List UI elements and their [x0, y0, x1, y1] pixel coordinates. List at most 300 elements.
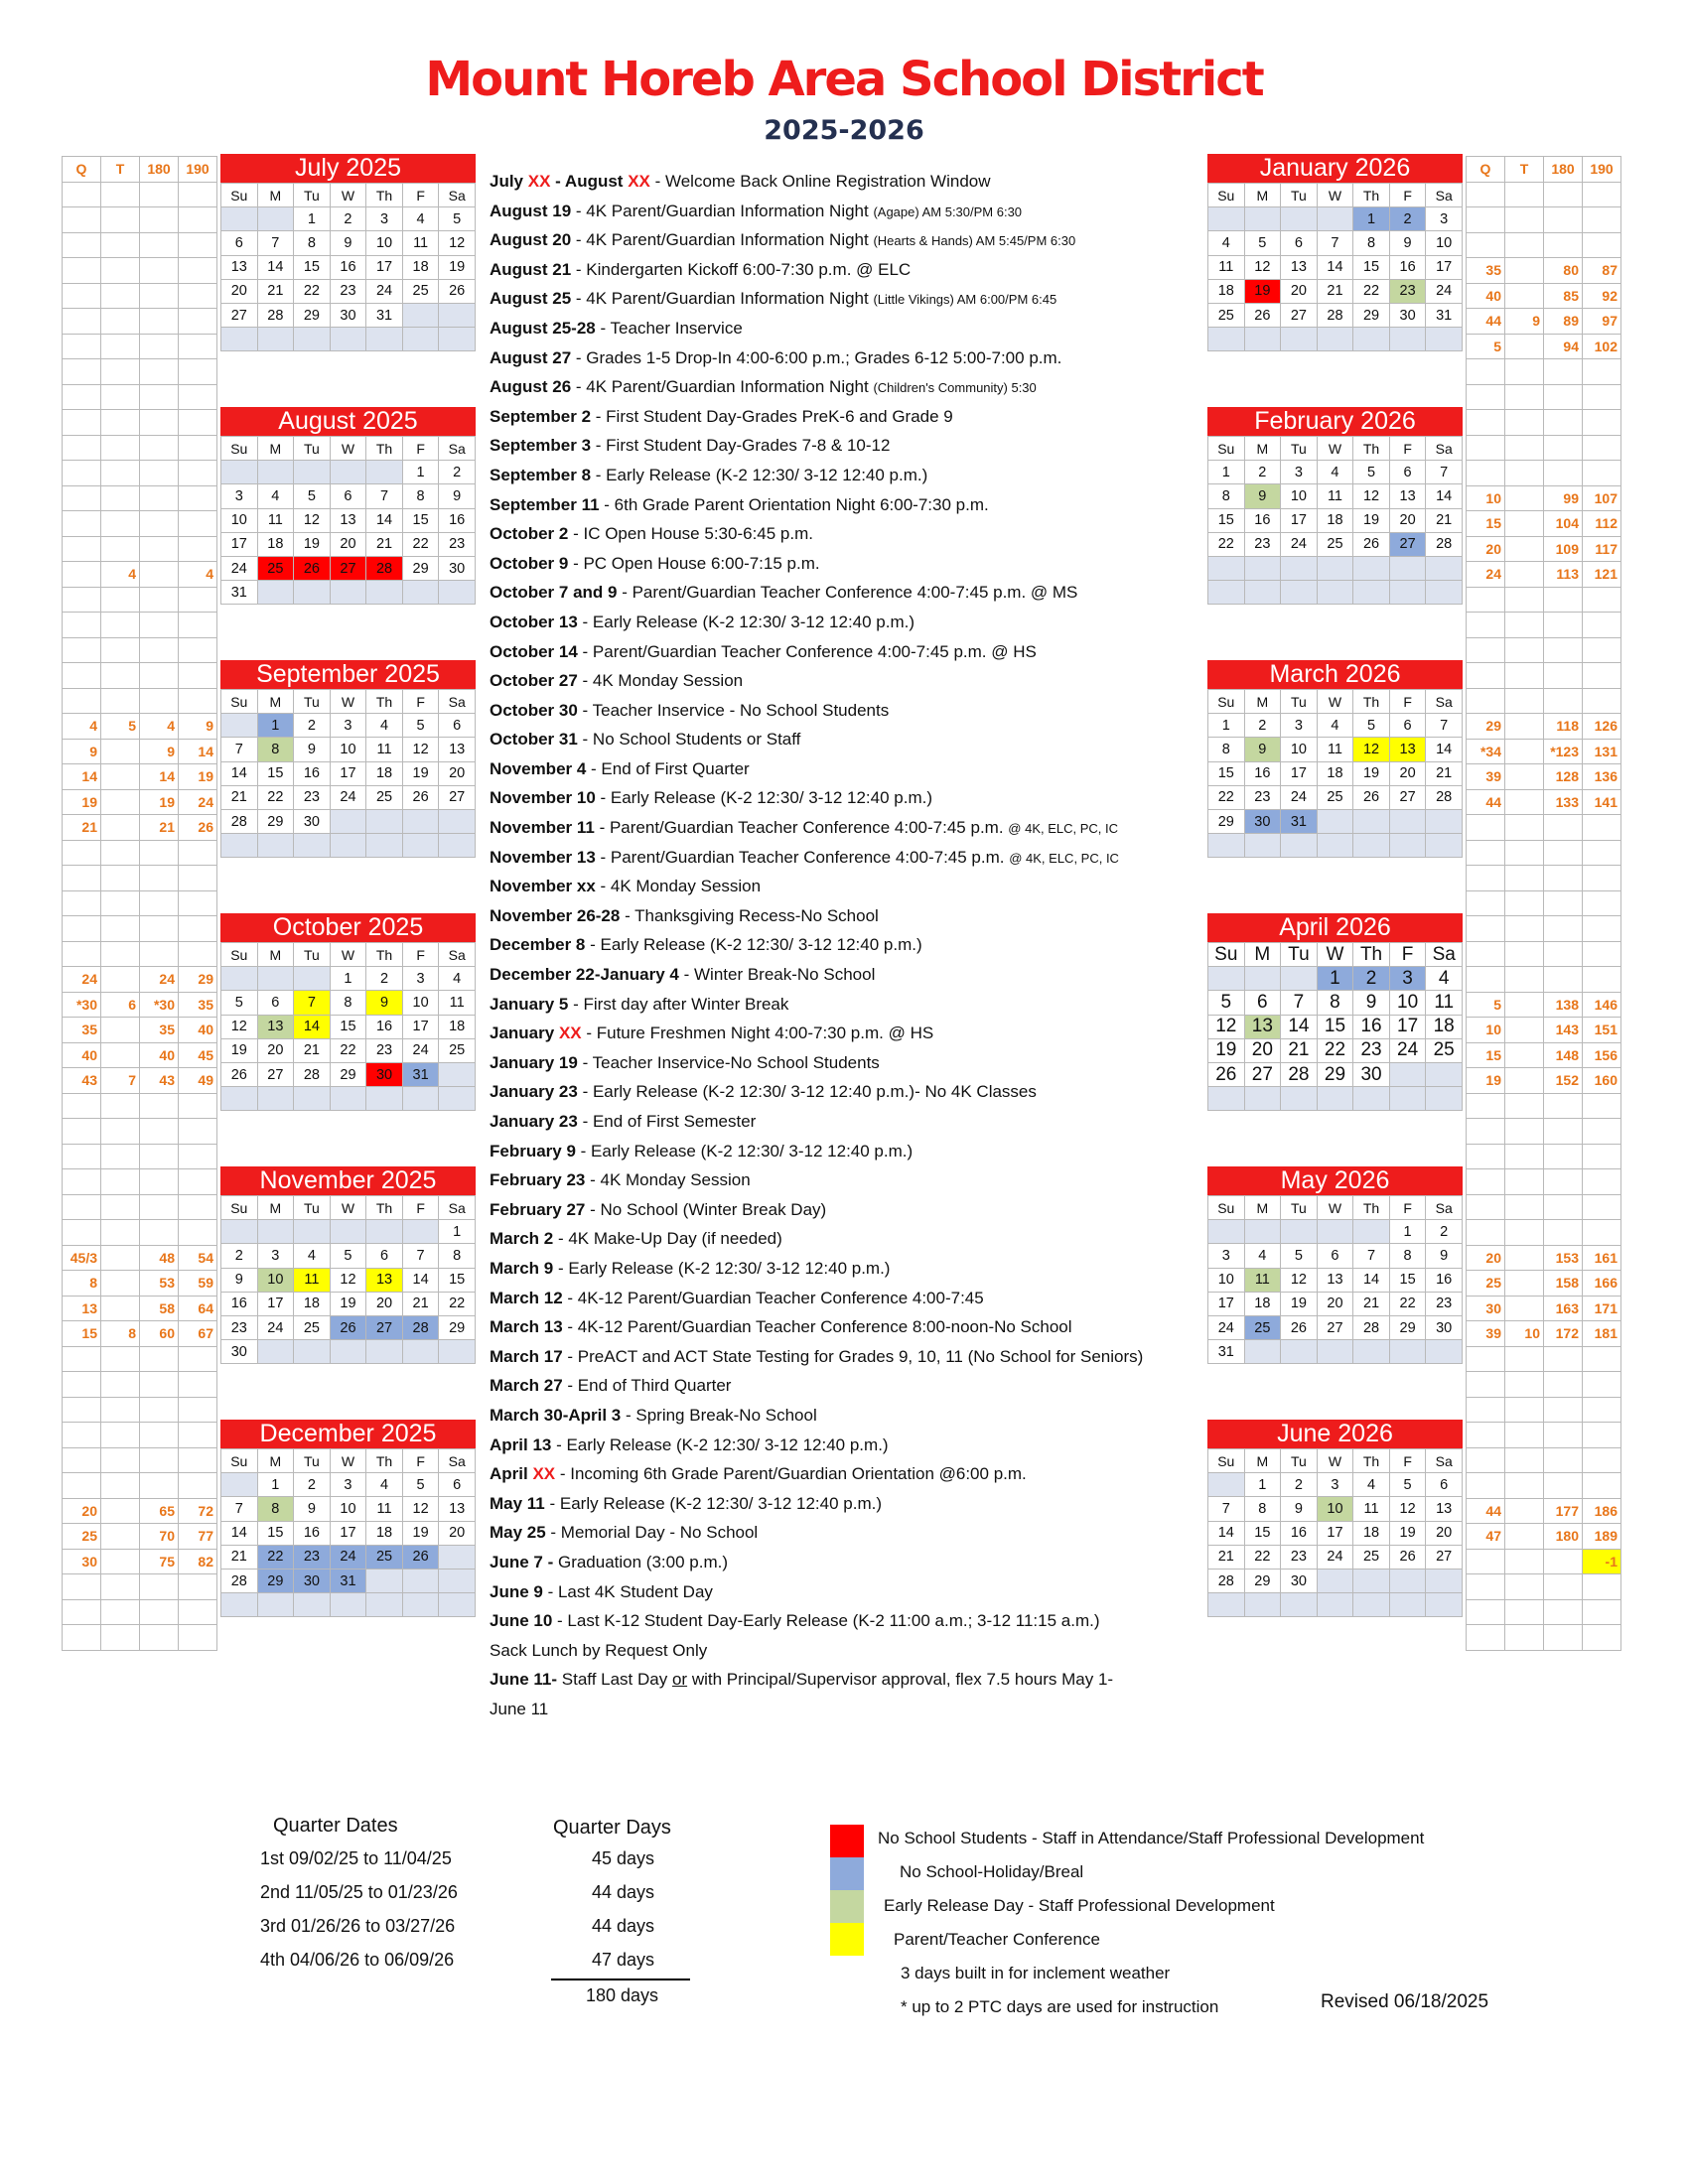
day-cell: 26	[1281, 1315, 1318, 1339]
weekday-header: Su	[1208, 690, 1245, 714]
count-cell: 161	[1583, 1245, 1621, 1271]
count-cell	[1583, 1346, 1621, 1372]
event-b: August 20	[490, 230, 572, 250]
event-item	[490, 608, 1204, 637]
count-cell	[179, 1625, 217, 1651]
count-cell	[101, 688, 140, 714]
count-cell	[63, 511, 101, 537]
day-cell	[1353, 581, 1390, 605]
day-cell	[1426, 834, 1463, 858]
event-t: - Early Release (K-2 12:30/ 3-12 12:40 p.m.)	[595, 788, 933, 808]
count-cell	[179, 840, 217, 866]
day-cell	[402, 809, 439, 833]
count-cell: 186	[1583, 1498, 1621, 1524]
count-cell	[1467, 410, 1505, 436]
day-cell: 24	[1426, 279, 1463, 303]
day-cell	[330, 1087, 366, 1111]
day-cell: 26	[1353, 785, 1390, 809]
day-cell: 9	[439, 484, 476, 508]
count-cell	[101, 1346, 140, 1372]
count-cell: 180	[1544, 1524, 1583, 1550]
count-cell	[1467, 840, 1505, 866]
day-cell: 24	[1389, 1038, 1426, 1062]
weekday-header: F	[402, 1449, 439, 1473]
weekday-header: F	[1389, 1449, 1426, 1473]
event-b: April 13	[490, 1434, 552, 1454]
day-cell: 21	[257, 279, 294, 303]
day-cell	[1389, 809, 1426, 833]
count-cell	[101, 815, 140, 841]
day-cell: 8	[1353, 231, 1390, 255]
day-cell	[1317, 1593, 1353, 1617]
day-cell: 18	[439, 1015, 476, 1038]
count-cell	[140, 258, 179, 284]
count-cell: 156	[1583, 1042, 1621, 1068]
count-header: T	[1505, 157, 1544, 183]
count-cell	[101, 182, 140, 207]
event-t: - 4K Monday Session	[585, 1170, 751, 1190]
day-cell	[1389, 1087, 1426, 1111]
count-cell	[179, 663, 217, 689]
count-cell	[179, 309, 217, 335]
day-cell	[1317, 809, 1353, 833]
day-cell: 14	[402, 1268, 439, 1292]
day-cell	[1208, 834, 1245, 858]
day-cell	[221, 834, 258, 858]
day-cell	[366, 1569, 403, 1592]
count-cell	[1505, 1574, 1544, 1600]
event-b: October 7 and 9	[490, 583, 618, 603]
day-cell	[366, 1593, 403, 1617]
event-b: August 21	[490, 259, 572, 279]
count-cell: 44	[1467, 1498, 1505, 1524]
count-cell	[1544, 1574, 1583, 1600]
count-cell	[1583, 1194, 1621, 1220]
day-cell: 7	[1426, 461, 1463, 484]
day-cell	[257, 1087, 294, 1111]
day-cell: 29	[1389, 1315, 1426, 1339]
count-cell	[140, 283, 179, 309]
event-t: - Parent/Guardian Teacher Conference 4:00-7:45 p.m. @ HS	[577, 641, 1037, 661]
count-cell	[1505, 1169, 1544, 1195]
day-cell: 5	[1389, 1473, 1426, 1497]
day-cell: 2	[1244, 714, 1281, 738]
day-cell	[1281, 581, 1318, 605]
count-cell	[63, 1473, 101, 1499]
event-t: - 4K-12 Parent/Guardian Teacher Conference 4:00-7:45	[562, 1288, 984, 1307]
day-cell: 15	[1389, 1268, 1426, 1292]
event-b: February 27	[490, 1199, 586, 1219]
count-cell	[1505, 232, 1544, 258]
day-cell: 1	[1353, 207, 1390, 231]
count-cell	[101, 309, 140, 335]
count-cell: *123	[1544, 739, 1583, 764]
count-cell: 19	[63, 789, 101, 815]
day-cell: 23	[330, 279, 366, 303]
count-cell	[63, 1093, 101, 1119]
count-cell	[1505, 714, 1544, 740]
weekday-header: W	[330, 690, 366, 714]
day-cell: 2	[1353, 967, 1390, 991]
event-r1: XX	[527, 172, 551, 191]
count-cell	[1467, 1220, 1505, 1246]
weekday-header: M	[257, 690, 294, 714]
day-cell	[1389, 1593, 1426, 1617]
day-cell: 3	[1317, 1473, 1353, 1497]
count-cell	[140, 1119, 179, 1145]
event-t: - 4K Parent/Guardian Information Night	[571, 230, 874, 250]
day-cell	[330, 328, 366, 351]
day-cell: 23	[1353, 1038, 1390, 1062]
day-cell: 2	[366, 967, 403, 991]
count-cell	[101, 1093, 140, 1119]
day-cell: 30	[366, 1062, 403, 1086]
weekday-header: Th	[1353, 690, 1390, 714]
day-cell: 15	[330, 1015, 366, 1038]
event-t: - PC Open House 6:00-7:15 p.m.	[568, 553, 820, 573]
day-cell: 4	[1317, 714, 1353, 738]
count-cell	[1583, 182, 1621, 207]
count-cell	[63, 637, 101, 663]
day-cell	[402, 1087, 439, 1111]
count-cell	[101, 1549, 140, 1574]
weekday-header: Sa	[1426, 690, 1463, 714]
day-cell	[221, 714, 258, 738]
count-cell	[1505, 613, 1544, 638]
event-t: - Early Release (K-2 12:30/ 3-12 12:40 p.m.)- No 4K Classes	[577, 1082, 1037, 1102]
event-t: - Early Release (K-2 12:30/ 3-12 12:40 p.m.)	[591, 465, 928, 484]
day-cell: 21	[1426, 508, 1463, 532]
day-cell: 7	[402, 1244, 439, 1268]
weekday-header: M	[1244, 437, 1281, 461]
day-cell: 16	[1244, 761, 1281, 785]
day-cell	[1426, 809, 1463, 833]
count-cell: 15	[63, 1321, 101, 1347]
day-cell	[1317, 1087, 1353, 1111]
count-cell	[179, 587, 217, 613]
event-r1: XX	[532, 1464, 556, 1484]
day-cell: 5	[439, 207, 476, 231]
count-cell	[1505, 866, 1544, 891]
count-cell: 25	[63, 1524, 101, 1550]
count-cell: 8	[63, 1271, 101, 1297]
count-cell	[140, 941, 179, 967]
day-cell: 12	[1353, 484, 1390, 508]
quarter-days-title: Quarter Days	[553, 1817, 671, 1839]
count-cell: 21	[140, 815, 179, 841]
day-cell	[221, 1473, 258, 1497]
weekday-header: Tu	[1281, 184, 1318, 207]
count-cell: 48	[140, 1245, 179, 1271]
count-cell	[1505, 283, 1544, 309]
day-cell: 27	[221, 303, 258, 327]
day-cell	[439, 1545, 476, 1569]
day-cell: 12	[402, 1497, 439, 1521]
legend-green-swatch	[830, 1890, 864, 1923]
count-cell	[1505, 1599, 1544, 1625]
event-item	[490, 1107, 1204, 1137]
day-cell: 2	[294, 1473, 331, 1497]
day-cell	[1353, 1087, 1390, 1111]
day-cell	[221, 461, 258, 484]
event-s: @ 4K, ELC, PC, IC	[1008, 821, 1119, 837]
count-cell	[140, 1423, 179, 1448]
day-cell: 13	[1426, 1497, 1463, 1521]
count-cell	[1583, 1447, 1621, 1473]
count-cell: 166	[1583, 1271, 1621, 1297]
day-cell: 17	[257, 1292, 294, 1315]
weekday-header: M	[257, 1196, 294, 1220]
count-cell	[1583, 688, 1621, 714]
count-cell	[140, 637, 179, 663]
day-cell: 9	[330, 231, 366, 255]
day-cell: 19	[1208, 1038, 1245, 1062]
event-b: October 27	[490, 671, 578, 691]
count-cell: 87	[1583, 258, 1621, 284]
day-cell: 5	[402, 1473, 439, 1497]
event-item	[490, 813, 1204, 843]
day-cell: 24	[330, 785, 366, 809]
count-cell	[179, 283, 217, 309]
count-cell: 64	[179, 1296, 217, 1321]
day-cell: 12	[1208, 1015, 1245, 1038]
count-cell: 20	[1467, 1245, 1505, 1271]
count-cell	[179, 435, 217, 461]
day-cell: 23	[1244, 532, 1281, 556]
count-cell: 10	[1467, 485, 1505, 511]
count-cell	[179, 1372, 217, 1398]
count-cell	[179, 1423, 217, 1448]
day-cell	[366, 328, 403, 351]
day-cell: 30	[330, 303, 366, 327]
count-cell	[101, 334, 140, 359]
count-cell: 118	[1544, 714, 1583, 740]
count-cell	[140, 334, 179, 359]
weekday-header: Th	[366, 1449, 403, 1473]
day-cell: 28	[1317, 303, 1353, 327]
day-cell: 9	[294, 738, 331, 761]
count-cell	[101, 1296, 140, 1321]
count-cell	[63, 1625, 101, 1651]
count-cell	[1467, 1372, 1505, 1398]
weekday-header: W	[1317, 943, 1353, 967]
day-cell	[1426, 1062, 1463, 1086]
day-cell: 23	[294, 785, 331, 809]
day-cell: 14	[366, 508, 403, 532]
count-cell	[63, 1169, 101, 1195]
count-cell	[1467, 967, 1505, 993]
day-cell: 6	[439, 714, 476, 738]
day-cell	[439, 809, 476, 833]
day-cell: 2	[1426, 1220, 1463, 1244]
count-cell: 136	[1583, 764, 1621, 790]
event-r2: XX	[628, 172, 650, 191]
day-cell	[1317, 1569, 1353, 1592]
day-cell	[1353, 556, 1390, 580]
day-cell: 10	[1389, 991, 1426, 1015]
day-cell	[1317, 328, 1353, 351]
day-cell: 20	[439, 761, 476, 785]
weekday-header: Sa	[439, 437, 476, 461]
event-item	[490, 696, 1204, 726]
count-cell	[1505, 992, 1544, 1018]
count-cell	[1505, 1625, 1544, 1651]
event-t: - IC Open House 5:30-6:45 p.m.	[568, 524, 813, 544]
event-item	[490, 960, 1204, 990]
day-cell: 29	[257, 1569, 294, 1592]
day-cell	[330, 809, 366, 833]
count-cell	[1583, 613, 1621, 638]
count-cell	[1544, 1599, 1583, 1625]
weekday-header: Sa	[1426, 943, 1463, 967]
day-cell: 28	[366, 556, 403, 580]
count-cell	[1505, 207, 1544, 233]
count-cell	[1583, 384, 1621, 410]
weekday-header: Sa	[439, 184, 476, 207]
day-cell: 20	[1244, 1038, 1281, 1062]
count-cell	[1505, 1473, 1544, 1499]
count-cell	[1505, 258, 1544, 284]
count-cell	[179, 1599, 217, 1625]
day-cell: 19	[439, 255, 476, 279]
event-item	[490, 490, 1204, 520]
page-subtitle: 2025-2026	[764, 115, 924, 146]
count-cell	[63, 866, 101, 891]
day-cell: 2	[439, 461, 476, 484]
count-cell	[1505, 410, 1544, 436]
day-cell: 10	[257, 1268, 294, 1292]
count-cell: 148	[1544, 1042, 1583, 1068]
day-cell	[439, 1593, 476, 1617]
event-item	[490, 1518, 1204, 1548]
day-cell: 15	[1317, 1015, 1353, 1038]
day-cell: 17	[1208, 1292, 1245, 1315]
day-cell: 7	[294, 991, 331, 1015]
day-cell: 28	[257, 303, 294, 327]
day-cell	[1389, 556, 1426, 580]
day-cell: 22	[257, 785, 294, 809]
day-cell: 9	[1281, 1497, 1318, 1521]
count-cell	[1467, 1144, 1505, 1169]
event-t: - Grades 1-5 Drop-In 4:00-6:00 p.m.; Grades 6-12 5:00-7:00 p.m.	[571, 347, 1062, 367]
count-cell	[140, 1625, 179, 1651]
count-cell	[1583, 916, 1621, 942]
day-cell: 11	[1208, 255, 1245, 279]
day-cell: 2	[1389, 207, 1426, 231]
month-calendar	[220, 407, 476, 605]
day-cell: 2	[1281, 1473, 1318, 1497]
day-cell	[402, 1569, 439, 1592]
day-cell: 22	[1208, 785, 1245, 809]
count-cell	[101, 258, 140, 284]
event-item	[490, 901, 1204, 931]
day-cell: 1	[257, 714, 294, 738]
day-cell: 18	[402, 255, 439, 279]
count-cell	[101, 663, 140, 689]
day-cell: 30	[1281, 1569, 1318, 1592]
count-cell	[140, 890, 179, 916]
day-cell	[1426, 581, 1463, 605]
count-cell: 70	[140, 1524, 179, 1550]
count-cell	[179, 258, 217, 284]
event-b: August 27	[490, 347, 572, 367]
day-cell: 29	[439, 1315, 476, 1339]
day-cell: 8	[330, 991, 366, 1015]
day-cell: 6	[1426, 1473, 1463, 1497]
day-cell: 21	[402, 1292, 439, 1315]
count-cell: 45/3	[63, 1245, 101, 1271]
count-cell: 44	[1467, 789, 1505, 815]
count-cell: 40	[140, 1042, 179, 1068]
count-cell	[1583, 1599, 1621, 1625]
event-t: - No School Students or Staff	[577, 730, 801, 750]
day-cell	[1208, 1593, 1245, 1617]
weekday-header: Tu	[294, 437, 331, 461]
day-cell	[257, 967, 294, 991]
count-cell	[1467, 866, 1505, 891]
day-cell: 4	[1426, 967, 1463, 991]
count-cell	[1505, 359, 1544, 385]
month-calendar	[1207, 407, 1463, 605]
day-cell	[221, 967, 258, 991]
day-cell: 30	[221, 1340, 258, 1364]
event-t: Sack Lunch by Request Only	[490, 1640, 708, 1660]
weekday-header: F	[1389, 943, 1426, 967]
weekday-header: Tu	[1281, 1449, 1318, 1473]
event-item	[490, 1342, 1204, 1372]
event-b: September 8	[490, 465, 592, 484]
count-cell	[1467, 207, 1505, 233]
day-cell: 23	[221, 1315, 258, 1339]
count-cell	[1467, 1447, 1505, 1473]
day-cell: 16	[439, 508, 476, 532]
count-cell: 65	[140, 1498, 179, 1524]
day-cell	[1353, 809, 1390, 833]
day-cell	[366, 809, 403, 833]
count-cell: 133	[1544, 789, 1583, 815]
count-cell: 5	[1467, 992, 1505, 1018]
day-cell: 15	[257, 1521, 294, 1545]
count-cell	[179, 613, 217, 638]
day-cell: 7	[1353, 1244, 1390, 1268]
count-cell: 14	[179, 739, 217, 764]
legend-label: No School-Holiday/Breal	[900, 1862, 1084, 1881]
day-cell: 1	[1317, 967, 1353, 991]
day-cell: 8	[439, 1244, 476, 1268]
day-cell: 25	[402, 279, 439, 303]
day-cell: 5	[402, 714, 439, 738]
count-cell: 158	[1544, 1271, 1583, 1297]
count-cell	[101, 1042, 140, 1068]
count-cell	[1544, 1144, 1583, 1169]
day-cell: 8	[257, 1497, 294, 1521]
count-cell: *34	[1467, 739, 1505, 764]
month-title: June 2026	[1207, 1420, 1463, 1448]
day-cell: 20	[221, 279, 258, 303]
day-cell: 21	[221, 1545, 258, 1569]
event-t: - PreACT and ACT State Testing for Grades 9, 10, 11 (No School for Seniors)	[562, 1346, 1144, 1366]
count-cell	[63, 562, 101, 588]
count-cell	[1583, 1397, 1621, 1423]
day-cell: 15	[439, 1268, 476, 1292]
weekday-header: Su	[221, 690, 258, 714]
count-cell: 10	[1505, 1321, 1544, 1347]
day-cell: 20	[366, 1292, 403, 1315]
count-cell	[140, 1346, 179, 1372]
count-cell	[1467, 587, 1505, 613]
count-cell	[1467, 1625, 1505, 1651]
day-cell	[1389, 1062, 1426, 1086]
